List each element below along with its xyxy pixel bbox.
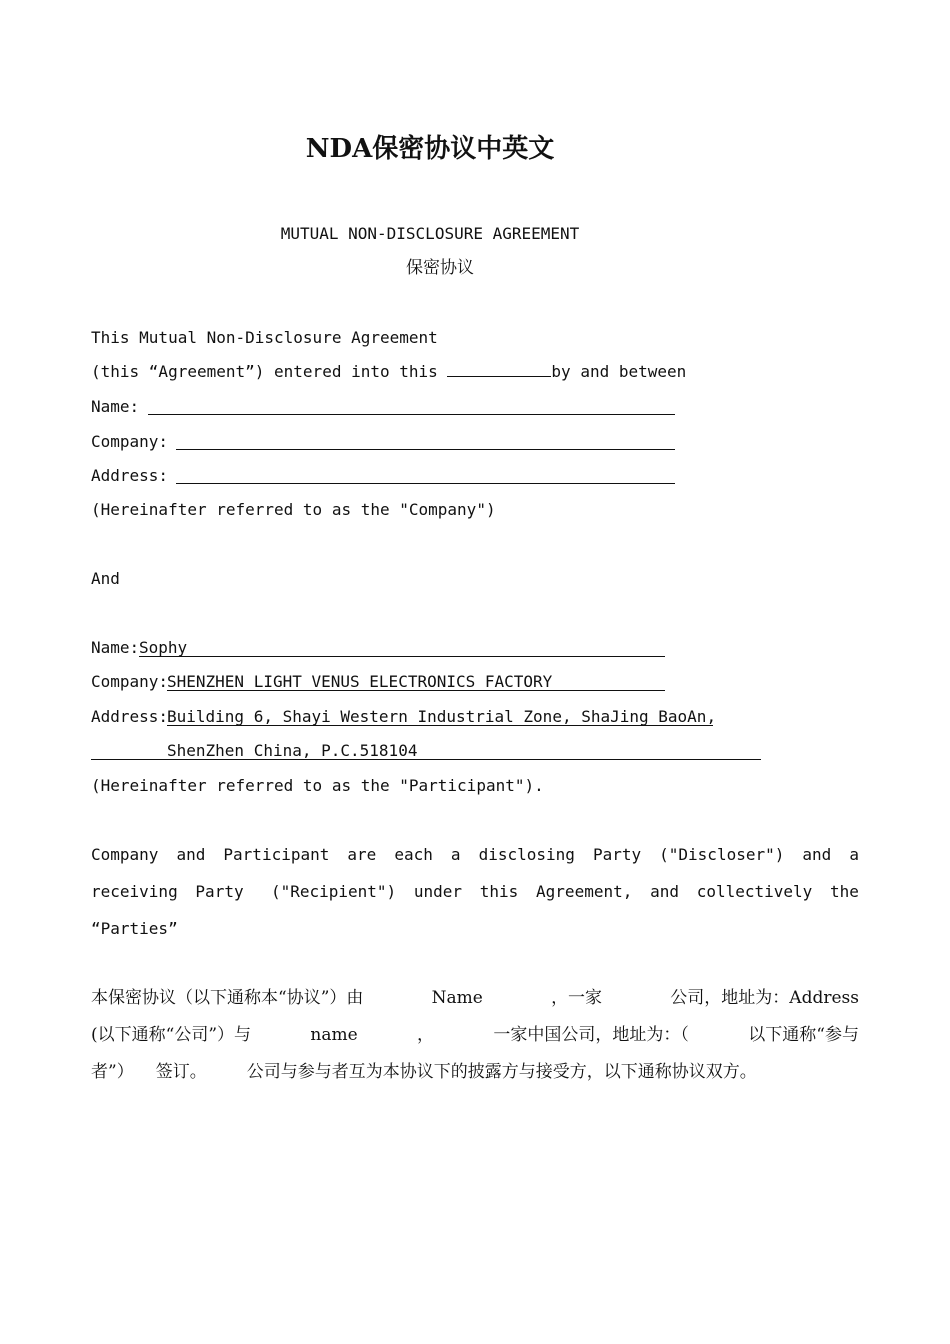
intro-text-b: by and between — [551, 362, 687, 381]
word: a — [849, 845, 859, 864]
cn-segment: Name — [431, 988, 483, 1008]
party2-name-value: Sophy — [139, 638, 188, 657]
cn-para-line1 — [91, 985, 859, 1011]
party2-company-label: Company: — [91, 672, 169, 691]
cn-para-line2 — [91, 1022, 859, 1048]
word: and — [802, 845, 832, 864]
word: disclosing — [478, 845, 575, 864]
word: under — [413, 882, 463, 901]
parties-para-line3: “Parties” — [91, 919, 178, 938]
cn-segment: 者”） — [91, 1062, 134, 1082]
cn-segment: 公司，地址为：Address — [670, 988, 859, 1008]
party2-referred: (Hereinafter referred to as the "Participant"). — [91, 776, 544, 795]
cn-segment: (以下通称“公司”）与 — [91, 1025, 252, 1045]
word: ("Recipient") — [261, 882, 397, 901]
party1-referred: (Hereinafter referred to as the "Company") — [91, 500, 496, 519]
cn-segment: ，一家 — [551, 988, 603, 1008]
party2-name-rule — [139, 656, 665, 657]
word: and — [650, 882, 679, 901]
party2-company-value: SHENZHEN LIGHT VENUS ELECTRONICS FACTORY — [167, 672, 553, 691]
intro-line-2 — [91, 360, 686, 384]
word: ("Discloser") — [659, 845, 785, 864]
party1-address-rule — [176, 483, 675, 484]
party1-company-rule — [176, 449, 675, 450]
intro-line-1: This Mutual Non-Disclosure Agreement — [91, 328, 438, 347]
date-blank — [447, 360, 551, 377]
cn-segment: 本保密协议（以下通称本“协议”）由 — [91, 988, 364, 1008]
word: are — [347, 845, 377, 864]
word: the — [830, 882, 859, 901]
cn-segment: 签订。 — [155, 1062, 207, 1082]
heading-cn: 保密协议 — [406, 258, 474, 278]
word: collectively — [696, 882, 813, 901]
intro-text-a: (this “Agreement”) entered into this — [91, 362, 448, 381]
cn-segment: ， — [417, 1025, 435, 1045]
cn-segment: name — [310, 1025, 358, 1045]
heading-en: MUTUAL NON-DISCLOSURE AGREEMENT — [280, 224, 580, 243]
party2-address-rule2 — [91, 759, 761, 760]
word: a — [450, 845, 461, 864]
word: Party — [195, 882, 244, 901]
party2-company-rule — [167, 690, 665, 691]
word: Company — [91, 845, 159, 864]
party2-address-rule1 — [167, 725, 713, 726]
word: Agreement, — [536, 882, 633, 901]
word: receiving — [91, 882, 178, 901]
cn-para-line3 — [91, 1059, 859, 1085]
word: this — [479, 882, 519, 901]
cn-segment: 公司与参与者互为本协议下的披露方与接受方，以下通称协议双方。 — [246, 1062, 757, 1082]
party2-name-label: Name: — [91, 638, 140, 657]
page-title: NDA保密协议中英文 — [305, 134, 555, 164]
cn-segment: 以下通称“参与 — [748, 1025, 859, 1045]
word: each — [394, 845, 433, 864]
parties-para-line2 — [91, 880, 859, 904]
party2-address-line1: Building 6, Shayi Western Industrial Zone, ShaJing BaoAn, — [167, 707, 717, 726]
word: Participant — [223, 845, 330, 864]
party1-name-label: Name: — [91, 397, 149, 416]
word: and — [176, 845, 206, 864]
party1-address-label: Address: — [91, 466, 178, 485]
party2-address-label: Address: — [91, 707, 169, 726]
parties-para-line1 — [91, 843, 859, 867]
and-text: And — [91, 569, 120, 588]
party1-name-rule — [148, 414, 675, 415]
party2-address-line2: ShenZhen China, P.C.518104 — [167, 741, 418, 760]
party1-company-label: Company: — [91, 432, 178, 451]
word: Party — [592, 845, 642, 864]
cn-segment: 一家中国公司，地址为：（ — [493, 1025, 689, 1045]
